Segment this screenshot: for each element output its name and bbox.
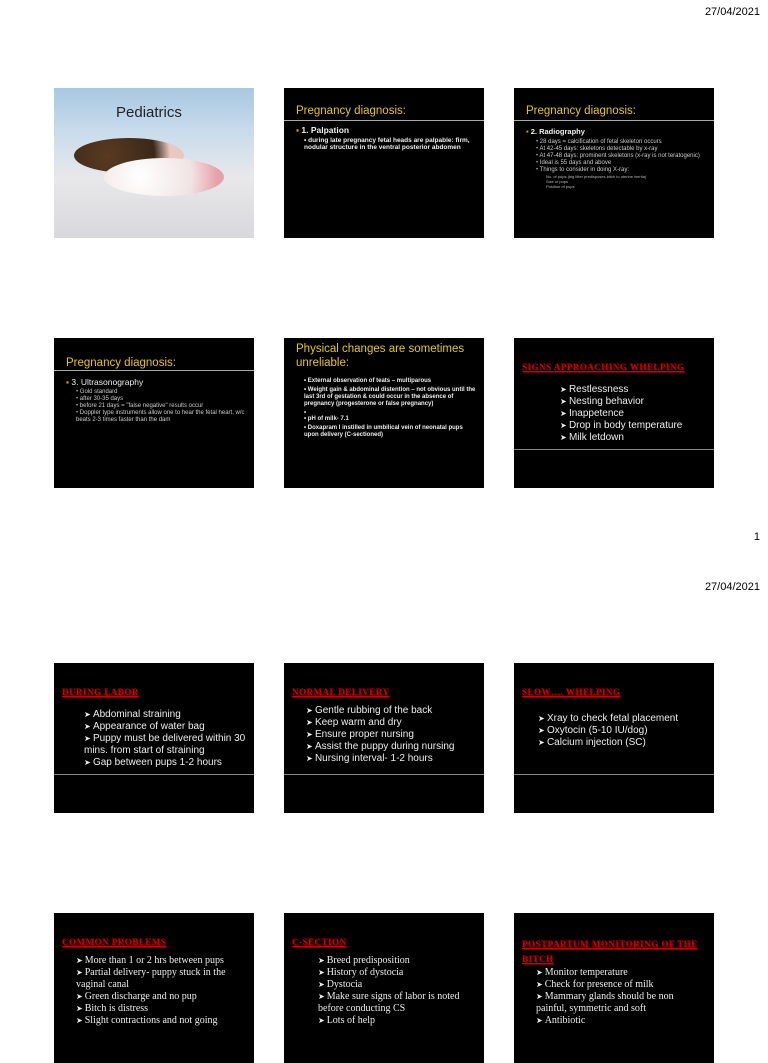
bullet: • Weight gain & abdominal distention – not obvious until the last 3rd of gestation & could occur in the absence of pregnancy (progesterone or false pregnancy) [304, 387, 476, 408]
bullet: ➤ Bitch is distress [76, 1003, 246, 1015]
bullet: ➤ Make sure signs of labor is noted before conducting CS [318, 991, 468, 1015]
slide-heading: ▪ 1. Palpation [296, 126, 476, 135]
slide-title: Pregnancy diagnosis: [296, 105, 406, 117]
bullet: ➤ Nesting behavior [560, 396, 682, 408]
bullet: • External observation of teats – multiparous [304, 378, 476, 385]
bullet: ➤ Gap between pups 1-2 hours [84, 757, 249, 769]
bullet: ➤ Drop in body temperature [560, 420, 682, 432]
bullet: ➤ More than 1 or 2 hrs between pups [76, 955, 246, 967]
slide-title: COMMON PROBLEMS [62, 937, 167, 947]
bullet: ➤ Milk letdown [560, 432, 682, 444]
bullet: • during late pregnancy fetal heads are palpable: firm, nodular structure in the ventral posterior abdomen [304, 137, 476, 152]
bullet: • Doxapram l instilled in umbilical vein of neonatal pups upon delivery (C-sectioned) [304, 425, 476, 439]
slide-palpation [284, 88, 484, 238]
bullet: ➤ Puppy must be delivered within 30 mins. from start of straining [84, 733, 249, 757]
bullet: ➤ Mammary glands should be non painful, symmetric and soft [536, 991, 706, 1015]
slide-title: NORMAL DELIVERY [292, 687, 390, 697]
bullet: • Ideal is 55 days and above [536, 160, 706, 167]
bullet: ➤ Check for presence of milk [536, 979, 706, 991]
sub-bullet: Position of pups [546, 183, 575, 189]
bullet: ➤ Inappetence [560, 408, 682, 420]
slide-heading: ▪ 2. Radiography [526, 128, 706, 137]
bullet: ➤ Slight contractions and not going [76, 1015, 246, 1027]
slide-slow-whelping [514, 663, 714, 813]
bullet: ➤ Green discharge and no pup [76, 991, 246, 1003]
slide-title: POSTPARTUM MONITORING OF THE BITCH [522, 939, 698, 964]
page-number: 1 [753, 531, 760, 543]
bullet: ➤ Keep warm and dry [306, 717, 454, 729]
bullet: ➤ Assist the puppy during nursing [306, 741, 454, 753]
slide-title: Pediatrics [116, 104, 182, 121]
sub-bullet: No. of pups (big litter predisposes bitch to uterine inertia) [546, 173, 647, 179]
bullet: ➤ Restlessness [560, 384, 682, 396]
bullet: • At 47-48 days: prominent skeletons (x-ray is not teratogenic) [536, 153, 706, 160]
bullet: ➤ Xray to check fetal placement [538, 713, 678, 725]
bullet: • Doppler type instruments allow one to hear the fetal heart, w/c beats 2-3 times faster than the dam [76, 410, 246, 424]
slide-title: DURING LABOR [62, 687, 139, 697]
bullet: ➤ Ensure proper nursing [306, 729, 454, 741]
bullet: ➤ Abdominal straining [84, 709, 249, 721]
slide-during-labor [54, 663, 254, 813]
slide-common-problems [54, 913, 254, 1063]
page-date: 27/04/2021 [704, 6, 760, 18]
slide-pediatrics [54, 88, 254, 238]
bullet: ➤ Monitor temperature [536, 967, 706, 979]
bullet: • pH of milk- 7.1 [304, 416, 476, 423]
bullet: ➤ Calcium injection (SC) [538, 737, 678, 749]
sub-bullet: Size of pups [546, 178, 569, 184]
bullet: • before 21 days = "false negative" results occur [76, 403, 246, 410]
bullet: ➤ Antibiotic [536, 1015, 706, 1027]
bullet: ➤ History of dystocia [318, 967, 468, 979]
slide-title: SLOW…. WHELPING [522, 687, 621, 697]
bullet: ➤ Gentle rubbing of the back [306, 705, 454, 717]
slide-title: Physical changes are sometimes unreliable: [296, 343, 465, 369]
slide-physical-changes [284, 338, 484, 488]
bullet: • Gold standard [76, 389, 246, 396]
bullet: ➤ Nursing interval- 1-2 hours [306, 753, 454, 765]
bullet: ➤ Lots of help [318, 1015, 468, 1027]
bullet: • after 30-35 days [76, 396, 246, 403]
slide-c-section [284, 913, 484, 1063]
slide-radiography [514, 88, 714, 238]
bullet: ➤ Appearance of water bag [84, 721, 249, 733]
bullet: ➤ Partial delivery- puppy stuck in the vaginal canal [76, 967, 246, 991]
slide-title: SIGNS APPROACHING WHELPING [522, 362, 685, 372]
bullet: • At 42-45 days: skeletons detectable by x-ray [536, 146, 706, 153]
bullet: ➤ Dystocia [318, 979, 468, 991]
slide-ultrasonography [54, 338, 254, 488]
page-date: 27/04/2021 [704, 581, 760, 593]
bullet: • Things to consider in doing X-ray: [536, 167, 706, 174]
slide-title: C-SECTION [292, 937, 347, 947]
slide-heading: ▪ 3. Ultrasonography [66, 378, 246, 387]
bullet: ➤ Oxytocin (5-10 IU/dog) [538, 725, 678, 737]
bullet: • 28 days = calcification of fetal skeleton occurs [536, 139, 706, 146]
slide-title: Pregnancy diagnosis: [66, 357, 176, 369]
slide-signs-whelping [514, 338, 714, 488]
slide-postpartum [514, 913, 714, 1063]
slide-normal-delivery [284, 663, 484, 813]
slide-title: Pregnancy diagnosis: [526, 105, 636, 117]
bullet: ➤ Breed predisposition [318, 955, 468, 967]
